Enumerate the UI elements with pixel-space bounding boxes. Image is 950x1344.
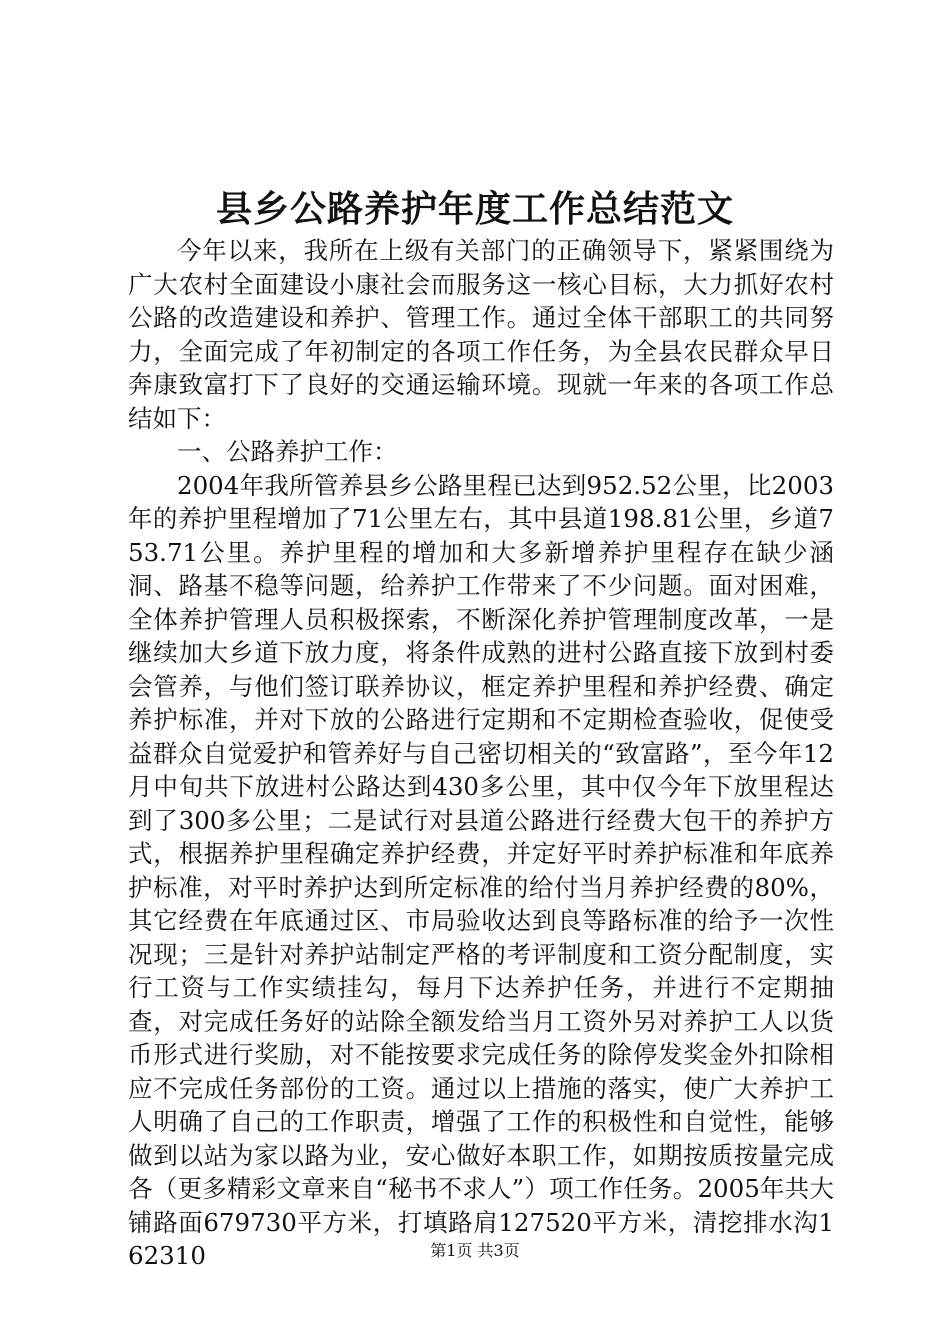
document-body: [128, 234, 834, 1273]
document-title: 县乡公路养护年度工作总结范文: [215, 188, 734, 230]
section-heading: 一、公路养护工作：: [177, 437, 398, 466]
page-footer: 第1页 共3页: [430, 1241, 520, 1260]
section-paragraph: 2004年我所管养县乡公路里程已达到952.52公里，比2003年的养护里程增加了71公里左右，其中县道198.81公里，乡道753.71公里。养护里程的增加和大多新增养护里程存在缺少涵洞、路基不稳等问题，给养护工作带来了不少问题。面对困难，全体养护管理人员积极探索，不断深化养护管理制度改革，一是继续加大乡道下放力度，将条件成熟的进村公路直接下放到村委会管养，与他们签订联养协议，框定养护里程和养护经费、确定养护标准，并对下放的公路进行定期和不定期检查验收，促使受益群众自觉爱护和管养好与自己密切相关的“致富路”，至今年12月中旬共下放进村公路达到430多公里，其中仅今年下放里程达到了300多公里；二是试行对县道公路进行经费大包干的养护方式，根据养护里程确定养护经费，并定好平时养护标准和年底养护标准，对平时养护达到所定标准的给付当月养护经费的80%，其它经费在年底通过区、市局验收达到良等路标准的给予一次性况现；三是针对养护站制定严格的考评制度和工资分配制度，实行工资与工作实绩挂勾，每月下达养护任务，并进行不定期抽查，对完成任务好的站除全额发给当月工资外另对养护工人以货币形式进行奖励，对不能按要求完成任务的除停发奖金外扣除相应不完成任务部份的工资。通过以上措施的落实，使广大养护工人明确了自己的工作职责，增强了工作的积极性和自觉性，能够做到以站为家以路为业，安心做好本职工作，如期按质按量完成各（更多精彩文章来自“秘书不求人”）项工作任务。2005年共大铺路面679730平方米，打填路肩127520平方米，清挖排水沟162310: [128, 470, 834, 1270]
intro-paragraph: 今年以来，我所在上级有关部门的正确领导下，紧紧围绕为广大农村全面建设小康社会而服务这一核心目标，大力抓好农村公路的改造建设和养护、管理工作。通过全体干部职工的共同努力，全面完成了年初制定的各项工作任务，为全县农民群众早日奔康致富打下了良好的交通运输环境。现就一年来的各项工作总结如下：: [128, 236, 834, 433]
